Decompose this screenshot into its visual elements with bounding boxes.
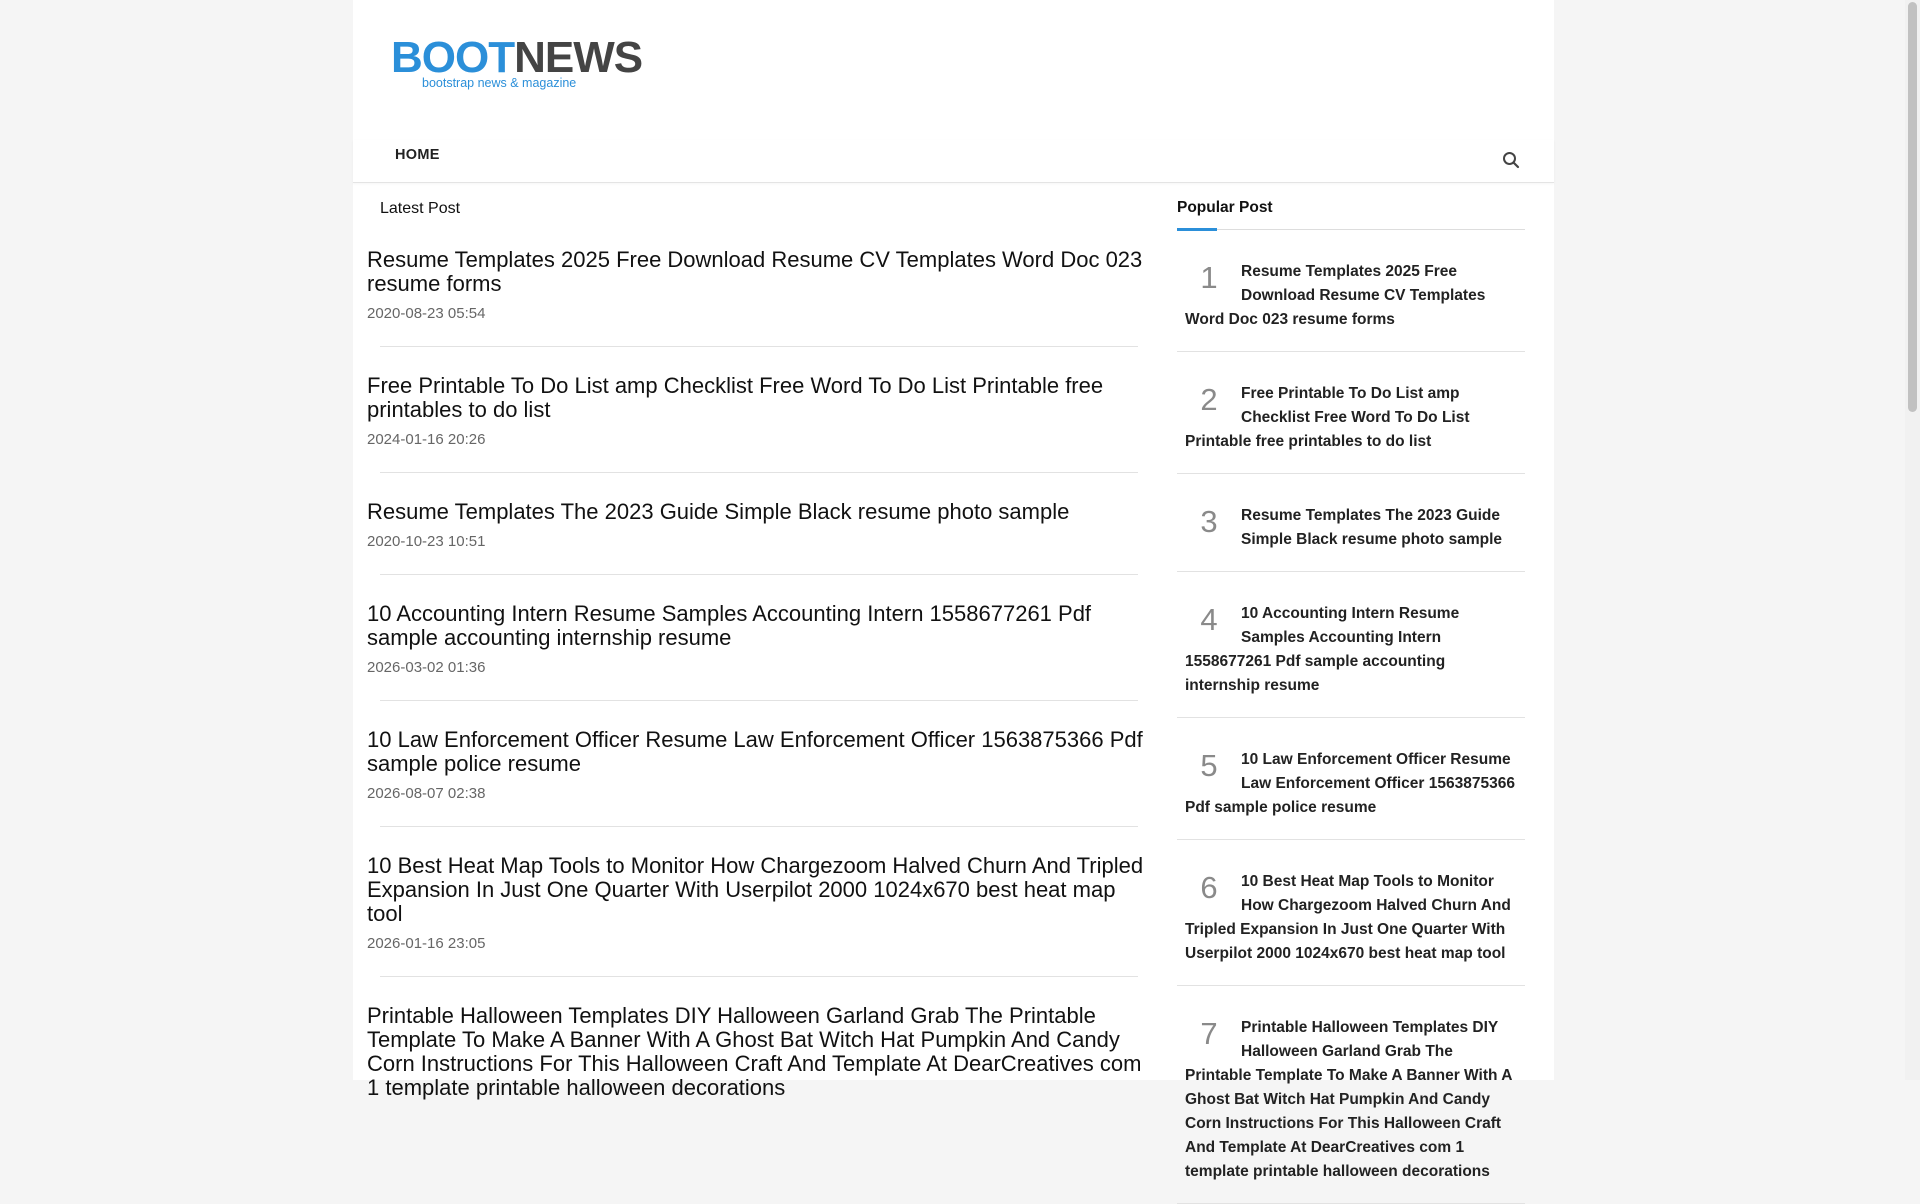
popular-post-title[interactable]: Printable Halloween Templates DIY Halloween Garland Grab The Printable Template To Make A Banner With A Ghost Bat Witch Hat Pumpkin And Candy Corn Instructions For This Halloween Craft And Template At DearCreatives com 1 template printable halloween decorations: [1185, 1019, 1512, 1180]
popular-post-item[interactable]: [1177, 718, 1525, 840]
popular-post-rank: 7: [1200, 1016, 1218, 1051]
popular-post-rank: 4: [1200, 602, 1218, 637]
post-divider: [380, 574, 1138, 575]
latest-posts-section: [367, 198, 1149, 1100]
latest-post-item: [367, 1004, 1149, 1100]
search-button[interactable]: [1499, 148, 1523, 172]
latest-posts-heading: Latest Post: [380, 200, 461, 217]
popular-post-item[interactable]: [1177, 230, 1525, 352]
search-icon: [1499, 148, 1523, 172]
logo-wordmark: [391, 34, 642, 82]
latest-post-date: 2026-08-07 02:38: [367, 785, 486, 802]
logo-tagline: bootstrap news & magazine: [422, 76, 577, 90]
latest-post-title[interactable]: 10 Best Heat Map Tools to Monitor How Chargezoom Halved Churn And Tripled Expansion In Just One Quarter With Userpilot 2000 1024x670 best heat map tool: [367, 853, 1144, 926]
latest-post-list: [367, 248, 1149, 1100]
site-header: [353, 0, 1554, 140]
popular-post-list: [1177, 230, 1525, 1204]
popular-post-item[interactable]: [1177, 840, 1525, 986]
post-divider: [380, 826, 1138, 827]
main-container: [353, 0, 1554, 1180]
latest-post-title[interactable]: Printable Halloween Templates DIY Halloween Garland Grab The Printable Template To Make A Banner With A Ghost Bat Witch Hat Pumpkin And Candy Corn Instructions For This Halloween Craft And Template At DearCreatives com 1 template printable halloween decorations: [367, 1003, 1142, 1100]
logo-news-text: NEWS: [514, 33, 643, 82]
latest-post-item: [367, 602, 1149, 701]
popular-post-item[interactable]: [1177, 352, 1525, 474]
popular-post-rank: 6: [1200, 870, 1218, 905]
site-logo[interactable]: [391, 33, 643, 94]
latest-post-item: [367, 728, 1149, 827]
popular-post-rank: 2: [1200, 382, 1218, 417]
latest-post-title[interactable]: 10 Law Enforcement Officer Resume Law Enforcement Officer 1563875366 Pdf sample police resume: [367, 727, 1143, 776]
popular-post-rank: 5: [1200, 748, 1218, 783]
popular-post-rank: 1: [1200, 260, 1218, 295]
latest-post-item: [367, 854, 1149, 977]
post-divider: [380, 700, 1138, 701]
latest-post-date: 2020-08-23 05:54: [367, 305, 486, 322]
latest-post-title[interactable]: Free Printable To Do List amp Checklist Free Word To Do List Printable free printables to do list: [367, 373, 1104, 422]
nav-home-link[interactable]: HOME: [395, 147, 440, 163]
popular-posts-heading: Popular Post: [1177, 199, 1273, 216]
logo-boot-text: BOOT: [391, 33, 515, 82]
page-scrollbar[interactable]: [1905, 0, 1920, 1080]
scrollbar-thumb[interactable]: [1908, 2, 1917, 412]
popular-post-title[interactable]: 10 Law Enforcement Officer Resume Law Enforcement Officer 1563875366 Pdf sample police resume: [1185, 751, 1515, 816]
popular-post-title[interactable]: 10 Best Heat Map Tools to Monitor How Chargezoom Halved Churn And Tripled Expansion In Just One Quarter With Userpilot 2000 1024x670 best heat map tool: [1185, 873, 1511, 962]
main-nav: [353, 140, 1554, 183]
latest-post-date: 2024-01-16 20:26: [367, 431, 486, 448]
latest-post-item: [367, 248, 1149, 347]
post-divider: [380, 346, 1138, 347]
latest-post-date: 2020-10-23 10:51: [367, 533, 486, 550]
popular-post-item[interactable]: [1177, 986, 1525, 1204]
latest-post-date: 2026-03-02 01:36: [367, 659, 486, 676]
latest-post-title[interactable]: Resume Templates 2025 Free Download Resume CV Templates Word Doc 023 resume forms: [367, 247, 1143, 296]
latest-post-item: [367, 374, 1149, 473]
popular-post-title[interactable]: Free Printable To Do List amp Checklist Free Word To Do List Printable free printables to do list: [1185, 385, 1470, 450]
popular-post-title[interactable]: Resume Templates 2025 Free Download Resume CV Templates Word Doc 023 resume forms: [1185, 263, 1486, 328]
latest-post-item: [367, 500, 1149, 575]
popular-post-title[interactable]: Resume Templates The 2023 Guide Simple Black resume photo sample: [1241, 507, 1503, 548]
popular-posts-section: [1177, 198, 1525, 1204]
latest-post-title[interactable]: Resume Templates The 2023 Guide Simple Black resume photo sample: [367, 499, 1070, 524]
latest-post-title[interactable]: 10 Accounting Intern Resume Samples Accounting Intern 1558677261 Pdf sample accounting internship resume: [367, 601, 1092, 650]
popular-posts-header: [1177, 198, 1525, 230]
popular-post-rank: 3: [1200, 504, 1218, 539]
popular-post-title[interactable]: 10 Accounting Intern Resume Samples Accounting Intern 1558677261 Pdf sample accounting internship resume: [1185, 605, 1460, 694]
post-divider: [380, 472, 1138, 473]
latest-post-date: 2026-01-16 23:05: [367, 935, 486, 952]
popular-post-item[interactable]: [1177, 572, 1525, 718]
post-divider: [380, 976, 1138, 977]
popular-post-item[interactable]: [1177, 474, 1525, 572]
